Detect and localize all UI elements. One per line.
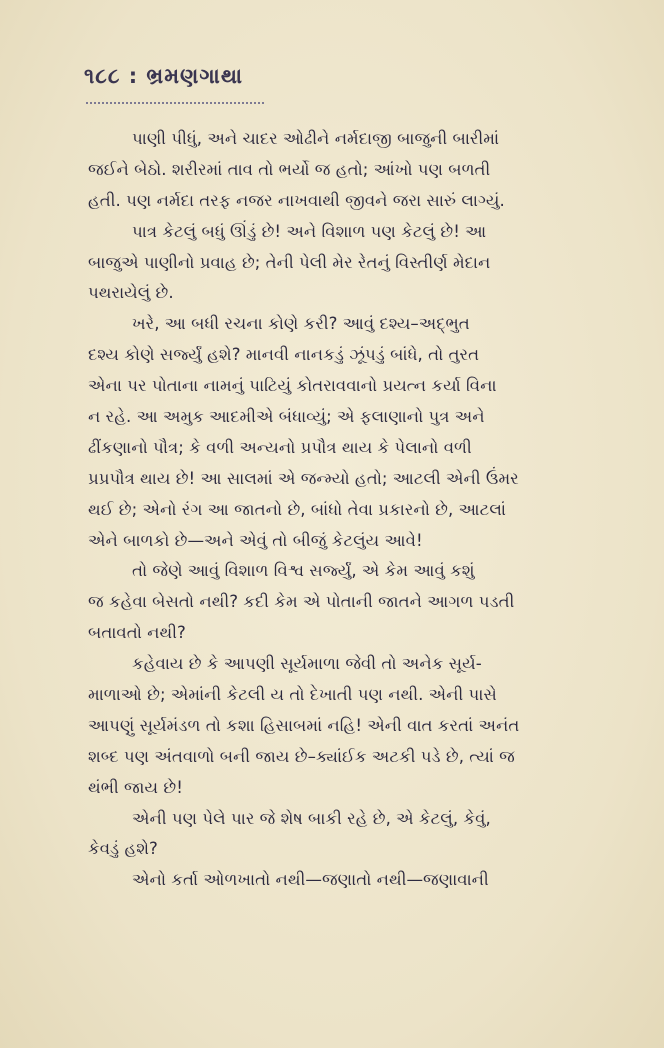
- text-line: પ્રપ્રપૌત્ર થાય છે! આ સાલમાં એ જન્મ્યો હતો; આટલી એની ઉંમર: [88, 468, 519, 488]
- header-underline: [86, 96, 264, 104]
- text-line: બતાવતો નથી?: [88, 623, 186, 643]
- text-line: પાત્ર કેટલું બધું ઊંડું છે! અને વિશાળ પણ કેટલું છે! આ: [132, 221, 487, 241]
- text-line: જ કહેવા બેસતો નથી? કદી કેમ એ પોતાની જાતને આગળ પડતી: [88, 592, 515, 612]
- text-line: ઢીંકણાનો પૌત્ર; કે વળી અન્યનો પ્રપૌત્ર થાય કે પેલાનો વળી: [88, 437, 472, 457]
- text-line: ખરે, આ બધી રચના કોણે કરી? આવું દશ્ય–અદ્ભુત: [132, 314, 470, 334]
- text-line: બાજુએ પાણીનો પ્રવાહ છે; તેની પેલી મેર રેતનું વિસ્તીર્ણ મેદાન: [88, 252, 491, 272]
- text-line: કેવડું હશે?: [88, 839, 158, 859]
- text-line: ન રહે. આ અમુક આદમીએ બંધાવ્યું; એ ફલાણાનો પુત્ર અને: [88, 407, 485, 427]
- text-line: થંભી જાય છે!: [88, 777, 183, 797]
- text-line: માળાઓ છે; એમાંની કેટલી ય તો દેખાતી પણ નથી. એની પાસે: [88, 685, 497, 705]
- text-line: આપણું સૂર્યમંડળ તો કશા હિસાબમાં નહિ! એની વાત કરતાં અનંત: [88, 715, 520, 735]
- text-line: પાણી પીધું, અને ચાદર ઓઢીને નર્મદાજી બાજુની બારીમાં: [132, 129, 500, 148]
- text-line: એનો કર્તા ઓળખાતો નથી—જણાતો નથી—જણાવાની: [132, 870, 489, 890]
- text-line: તો જેણે આવું વિશાળ વિશ્વ સર્જ્યું, એ કેમ આવું કશું: [132, 561, 475, 581]
- page-header: ૧૮૮ : ભ્રમણગાથા: [84, 64, 244, 88]
- text-line: હતી. પણ નર્મદા તરફ નજર નાખવાથી જીવને જરા સારું લાગ્યું.: [88, 190, 505, 210]
- text-line: કહેવાય છે કે આપણી સૂર્યમાળા જેવી તો અનેક સૂર્ય-: [132, 654, 482, 674]
- text-line: જઈને બેઠો. શરીરમાં તાવ તો ભર્યો જ હતો; આંખો પણ બળતી: [88, 159, 491, 179]
- body-text: [88, 124, 616, 896]
- text-line: એની પણ પેલે પાર જે શેષ બાકી રહે છે, એ કેટલું, કેવું,: [132, 808, 491, 828]
- text-line: થઈ છે; એનો રંગ આ જાતનો છે, બાંધો તેવા પ્રકારનો છે, આટલાં: [88, 499, 506, 519]
- text-line: દશ્ય કોણે સર્જ્યું હશે? માનવી નાનકડું ઝૂંપડું બાંધે, તો તુરત: [88, 345, 480, 365]
- text-line: એને બાળકો છે—અને એવું તો બીજું કેટલુંય આવે!: [88, 530, 423, 550]
- text-line: એના પર પોતાના નામનું પાટિયું કોતરાવવાનો પ્રયત્ન કર્યા વિના: [88, 376, 497, 396]
- text-line: પથરાયેલું છે.: [88, 283, 174, 303]
- text-line: શબ્દ પણ અંતવાળો બની જાય છે–ક્યાંઈક અટકી પડે છે, ત્યાં જ: [88, 746, 515, 766]
